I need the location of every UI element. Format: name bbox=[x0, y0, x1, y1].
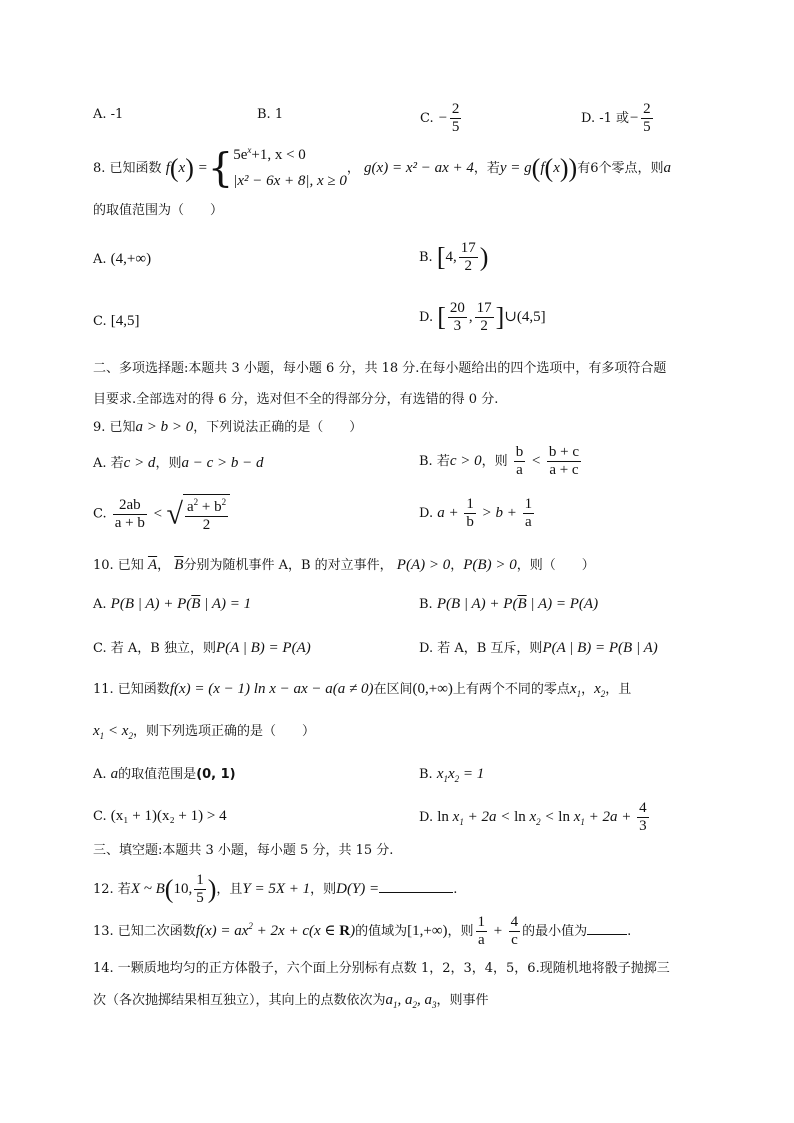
q12-stem: 12. 若X ~ B(10, $\frac{1}{5}$ )，且Y = 5X + 1，则D(Y) = . bbox=[93, 872, 458, 907]
q8-stem-line2: 的取值范围为（ ） bbox=[93, 203, 224, 218]
q8-option-a: A. (4,+∞) bbox=[93, 251, 152, 267]
q10-option-d: D. 若 A，B 互斥，则P(A | B) = P(B | A) bbox=[419, 640, 658, 656]
q11-stem: 11. 已知函数f(x) = (x − 1) ln x − ax − a(a ≠ 0)在区间(0,+∞)上有两个不同的零点$x_1$，$x_2$，且 bbox=[93, 681, 632, 699]
q9-option-d: D. a + $\frac{1}{b}$ > b + $\frac{1}{a}$ bbox=[419, 496, 533, 531]
q11-option-a: A. a的取值范围是(0, 1) bbox=[93, 766, 236, 782]
q11-option-c: C. (x₁ + 1)(x₂ + 1) > 4 bbox=[93, 808, 227, 824]
q10-option-c: C. 若 A，B 独立，则P(A | B) = P(A) bbox=[93, 640, 311, 656]
q7-option-a: A. -1 bbox=[93, 107, 124, 122]
q9-option-c: C. $\frac{2ab}{a + b}$ < √ $\frac{a^2 + b^2}{2}$ bbox=[93, 494, 230, 535]
q9-option-b: B. 若c > 0，则 $\frac{b}{a}$ < $\frac{b + c}{a + c}$ bbox=[419, 444, 580, 479]
q9-stem: 9. 已知a > b > 0，下列说法正确的是（ ） bbox=[93, 419, 363, 435]
q8-option-c: C. [4,5] bbox=[93, 313, 140, 329]
q9-option-a: A. 若c > d，则a − c > b − d bbox=[93, 455, 264, 471]
section-2-line1: 二、多项选择题:本题共 3 小题，每小题 6 分，共 18 分.在每小题给出的四个选项中，有多项符合题 bbox=[93, 361, 667, 376]
q7-option-c: C. − $\frac{2}{5}$ bbox=[420, 101, 460, 136]
q8-option-b: B. [4, $\frac{17}{2}$ ) bbox=[419, 240, 489, 275]
q14-stem-line1: 14. 一颗质地均匀的正方体骰子，六个面上分别标有点数 1，2，3，4，5，6.现随机地将骰子抛掷三 bbox=[93, 961, 670, 976]
q11-option-b: B. $x_1x_2 = 1$ bbox=[419, 766, 485, 784]
q7-option-b: B. 1 bbox=[257, 107, 284, 122]
q8-option-d: D. [ $\frac{20}{3}$ , $\frac{17}{2}$ ]∪(4,5] bbox=[419, 300, 546, 335]
q7-option-d: D. -1 或− $\frac{2}{5}$ bbox=[581, 101, 651, 136]
q10-option-a: A. P(B | $A) + P(\overline{B}$ | A) = 1 bbox=[93, 596, 252, 612]
q10-stem: 10. 已知 $\overline{A}$， $\overline{B}$分别为随机事件 A，B 的对立事件， P(A) > 0，P(B) > 0，则（ ） bbox=[93, 557, 595, 573]
section-2-line2: 目要求.全部选对的得 6 分，选对但不全的得部分分，有选错的得 0 分. bbox=[93, 392, 499, 407]
q11-option-d: D. $\ln x_1 + 2a < \ln x_2 < \ln x_1 + 2a$ + $\frac{4}{3}$ bbox=[419, 800, 647, 835]
q14-stem-line2: 次（各次抛掷结果相互独立），其向上的点数依次为$a_1$, $a_2$, $a_3$，则事件 bbox=[93, 992, 489, 1010]
q13-stem: 13. 已知二次函数$f(x) = ax^2 + 2x + c(x$ ∈ R)的值域为[1,+∞)，则 $\frac{1}{a}$ + $\frac{4}{c}$ 的最小值为 . bbox=[93, 914, 632, 949]
q11-stem-line2: $x_1 < x_2$，则下列选项正确的是（ ） bbox=[93, 723, 315, 741]
q8-stem: 8. 已知函数 f(x) ={ $5e^x+1$, x < 0 |x² − 6x + 8|, x ≥ 0 ， g(x) = x² − ax + 4，若y = g(f(x))有6个零点，则a bbox=[93, 145, 671, 192]
q10-option-b: B. P(B | $A) + P(\overline{B}$ | A) = P(A) bbox=[419, 596, 599, 612]
section-3-title: 三、填空题:本题共 3 小题，每小题 5 分，共 15 分. bbox=[93, 843, 394, 858]
